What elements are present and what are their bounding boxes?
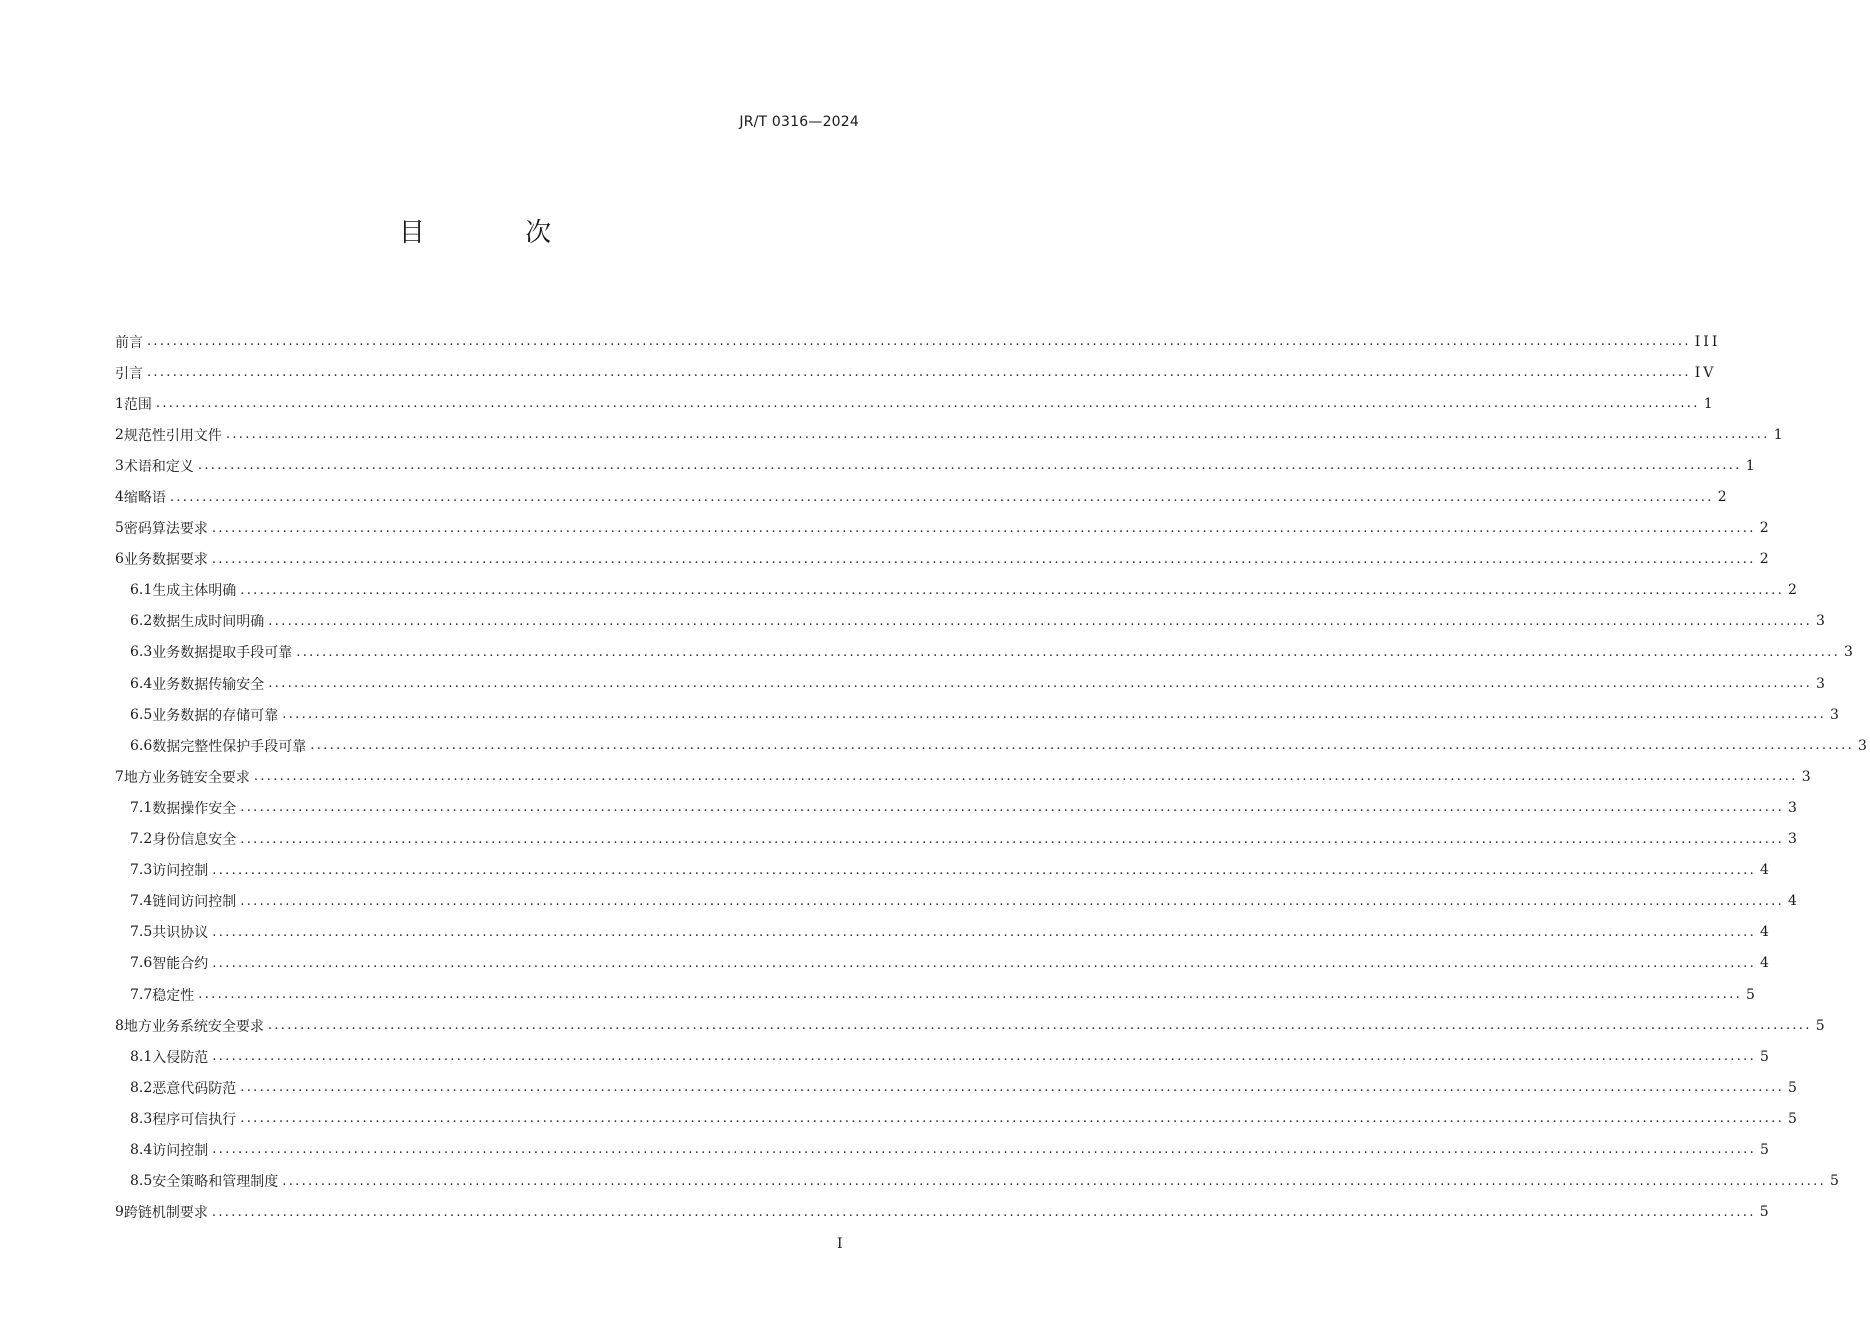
toc-leader-dots <box>240 800 1784 815</box>
toc-leader-dots <box>212 1142 1756 1157</box>
toc-entry[interactable] <box>115 917 1772 948</box>
toc-leader-dots <box>268 1018 1812 1033</box>
toc-entry[interactable] <box>115 792 1800 823</box>
toc-entry-page: 3 <box>1788 831 1800 848</box>
toc-entry[interactable] <box>115 979 1758 1010</box>
toc-leader-dots <box>212 1205 1756 1220</box>
toc-entry-title: 数据生成时间明确 <box>152 614 265 631</box>
toc-leader-dots <box>240 832 1784 847</box>
toc-leader-dots <box>212 925 1756 940</box>
toc-entry[interactable] <box>115 1072 1800 1103</box>
toc-entry-title: 业务数据要求 <box>123 552 208 569</box>
toc-entry[interactable] <box>115 513 1772 544</box>
toc-entry[interactable] <box>115 730 1870 761</box>
toc-leader-dots <box>268 614 1812 629</box>
toc-entry-page: 3 <box>1788 799 1800 816</box>
toc-entry-title: 跨链机制要求 <box>123 1205 208 1222</box>
toc-entry[interactable] <box>115 1041 1772 1072</box>
toc-entry-page: 2 <box>1717 489 1730 506</box>
toc-entry[interactable] <box>115 544 1772 575</box>
toc-entry-number: 6.4 <box>130 675 153 692</box>
document-code: JR/T 0316—2024 <box>739 114 859 130</box>
toc-entry-title: 安全策略和管理制度 <box>152 1174 279 1191</box>
toc-entry-page: 5 <box>1760 1141 1772 1158</box>
toc-entry[interactable] <box>115 668 1828 699</box>
toc-entry-page: 3 <box>1816 613 1828 630</box>
toc-entry-title: 缩略语 <box>123 490 166 507</box>
toc-entry-page: 2 <box>1788 582 1800 599</box>
toc-entry-title: 稳定性 <box>152 987 195 1004</box>
toc-entry-number: 7.1 <box>130 799 153 816</box>
toc-entry-page: 3 <box>1801 768 1814 785</box>
toc-entry-title: 密码算法要求 <box>123 521 208 538</box>
toc-entry-number: 3 <box>115 457 124 474</box>
toc-entry[interactable] <box>115 606 1828 637</box>
toc-entry-number: 6.6 <box>130 737 153 754</box>
toc-entry-number: 7.3 <box>130 862 153 879</box>
toc-entry-title: 智能合约 <box>152 956 209 973</box>
toc-entry[interactable] <box>115 637 1856 668</box>
toc-entry-title: 引言 <box>115 365 143 382</box>
toc-entry[interactable] <box>115 824 1800 855</box>
toc-entry[interactable] <box>115 575 1800 606</box>
toc-leader-dots <box>254 769 1798 784</box>
toc-entry-number: 8 <box>115 1017 124 1034</box>
toc-leader-dots <box>240 1080 1784 1095</box>
toc-entry[interactable] <box>115 481 1730 512</box>
toc-entry-page: IV <box>1694 364 1717 381</box>
toc-entry-page: 4 <box>1760 924 1772 941</box>
toc-entry-page: 2 <box>1759 520 1772 537</box>
toc-entry[interactable] <box>115 1134 1772 1165</box>
toc-leader-dots <box>212 521 1756 536</box>
toc-entry-page: III <box>1694 333 1721 350</box>
toc-entry-page: 5 <box>1830 1173 1842 1190</box>
toc-entry-title: 生成主体明确 <box>152 583 237 600</box>
toc-entry-page: 5 <box>1760 1048 1772 1065</box>
toc-entry-page: 1 <box>1703 395 1716 412</box>
toc-entry[interactable] <box>115 419 1786 450</box>
toc-leader-dots <box>156 396 1700 411</box>
toc-entry-page: 3 <box>1830 706 1842 723</box>
page-title: 目 次 <box>398 218 598 248</box>
toc-entry-title: 业务数据提取手段可靠 <box>152 645 293 662</box>
toc-entry-title: 业务数据的存储可靠 <box>152 707 279 724</box>
toc-entry-title: 规范性引用文件 <box>123 427 222 444</box>
toc-leader-dots <box>268 676 1812 691</box>
toc-entry-title: 访问控制 <box>152 1142 209 1159</box>
toc-entry[interactable] <box>115 761 1814 792</box>
toc-entry[interactable] <box>115 948 1772 979</box>
toc-leader-dots <box>226 427 1770 442</box>
toc-entry-page: 4 <box>1760 955 1772 972</box>
toc-entry-title: 地方业务系统安全要求 <box>123 1018 264 1035</box>
toc-entry-title: 链间访问控制 <box>152 894 237 911</box>
toc-entry-number: 6.3 <box>130 644 153 661</box>
toc-entry-page: 5 <box>1788 1079 1800 1096</box>
toc-entry-number: 7.7 <box>130 986 153 1003</box>
toc-entry[interactable] <box>115 1166 1842 1197</box>
toc-leader-dots <box>198 458 1742 473</box>
toc-entry-number: 6.1 <box>130 582 153 599</box>
toc-entry[interactable] <box>115 699 1842 730</box>
toc-entry[interactable] <box>115 326 1721 357</box>
toc-entry-number: 5 <box>115 520 124 537</box>
toc-entry-title: 共识协议 <box>152 925 209 942</box>
toc-entry-number: 7 <box>115 768 124 785</box>
toc-entry[interactable] <box>115 388 1716 419</box>
toc-entry[interactable] <box>115 886 1800 917</box>
toc-entry-page: 5 <box>1759 1204 1772 1221</box>
table-of-contents <box>115 326 1870 1228</box>
toc-leader-dots <box>240 583 1784 598</box>
toc-leader-dots <box>212 552 1756 567</box>
toc-entry-title: 程序可信执行 <box>152 1111 237 1128</box>
toc-entry-title: 身份信息安全 <box>152 832 237 849</box>
toc-leader-dots <box>282 707 1826 722</box>
toc-entry-title: 数据操作安全 <box>152 800 237 817</box>
toc-entry[interactable] <box>115 1010 1828 1041</box>
toc-entry-page: 1 <box>1773 426 1786 443</box>
toc-entry-title: 数据完整性保护手段可靠 <box>152 738 307 755</box>
toc-entry[interactable] <box>115 450 1758 481</box>
toc-entry-number: 6.2 <box>130 613 153 630</box>
toc-entry-page: 3 <box>1858 737 1870 754</box>
toc-leader-dots <box>240 1111 1784 1126</box>
toc-entry-title: 地方业务链安全要求 <box>123 769 250 786</box>
toc-entry-number: 8.4 <box>130 1141 153 1158</box>
toc-entry-page: 1 <box>1745 457 1758 474</box>
toc-leader-dots <box>296 645 1840 660</box>
toc-entry-page: 4 <box>1760 862 1772 879</box>
toc-entry-title: 范围 <box>123 396 152 413</box>
toc-leader-dots <box>212 863 1756 878</box>
toc-leader-dots <box>212 1049 1756 1064</box>
toc-entry[interactable] <box>115 357 1717 388</box>
toc-entry[interactable] <box>115 1103 1800 1134</box>
toc-entry-title: 访问控制 <box>152 863 209 880</box>
toc-entry-page: 2 <box>1759 551 1772 568</box>
toc-leader-dots <box>240 894 1784 909</box>
toc-entry-page: 4 <box>1788 893 1800 910</box>
toc-entry-page: 5 <box>1815 1017 1828 1034</box>
toc-entry-title: 术语和定义 <box>123 458 194 475</box>
toc-leader-dots <box>310 738 1854 753</box>
toc-entry-number: 6 <box>115 551 124 568</box>
toc-entry-page: 5 <box>1788 1110 1800 1127</box>
toc-entry-number: 4 <box>115 489 124 506</box>
toc-entry-title: 业务数据传输安全 <box>152 676 265 693</box>
toc-leader-dots <box>282 1174 1826 1189</box>
toc-entry-number: 6.5 <box>130 706 153 723</box>
toc-entry-title: 前言 <box>115 334 143 351</box>
toc-leader-dots <box>198 987 1742 1002</box>
toc-leader-dots <box>170 490 1714 505</box>
toc-entry-number: 8.2 <box>130 1079 153 1096</box>
toc-entry-number: 7.4 <box>130 893 153 910</box>
toc-entry-number: 1 <box>115 395 124 412</box>
toc-entry[interactable] <box>115 855 1772 886</box>
toc-entry-number: 8.1 <box>130 1048 153 1065</box>
toc-entry-number: 7.6 <box>130 955 153 972</box>
toc-entry-page: 3 <box>1844 644 1856 661</box>
toc-entry-number: 2 <box>115 426 124 443</box>
toc-entry-number: 9 <box>115 1204 124 1221</box>
page-number: I <box>837 1236 843 1252</box>
toc-entry-number: 7.2 <box>130 831 153 848</box>
toc-leader-dots <box>212 956 1756 971</box>
toc-entry-number: 8.3 <box>130 1110 153 1127</box>
toc-entry-number: 8.5 <box>130 1173 153 1190</box>
toc-entry-title: 入侵防范 <box>152 1049 209 1066</box>
toc-entry[interactable] <box>115 1197 1772 1228</box>
toc-entry-page: 5 <box>1746 986 1758 1003</box>
toc-leader-dots <box>147 334 1691 349</box>
toc-entry-number: 7.5 <box>130 924 153 941</box>
toc-leader-dots <box>147 365 1691 380</box>
toc-entry-page: 3 <box>1816 675 1828 692</box>
toc-entry-title: 恶意代码防范 <box>152 1080 237 1097</box>
